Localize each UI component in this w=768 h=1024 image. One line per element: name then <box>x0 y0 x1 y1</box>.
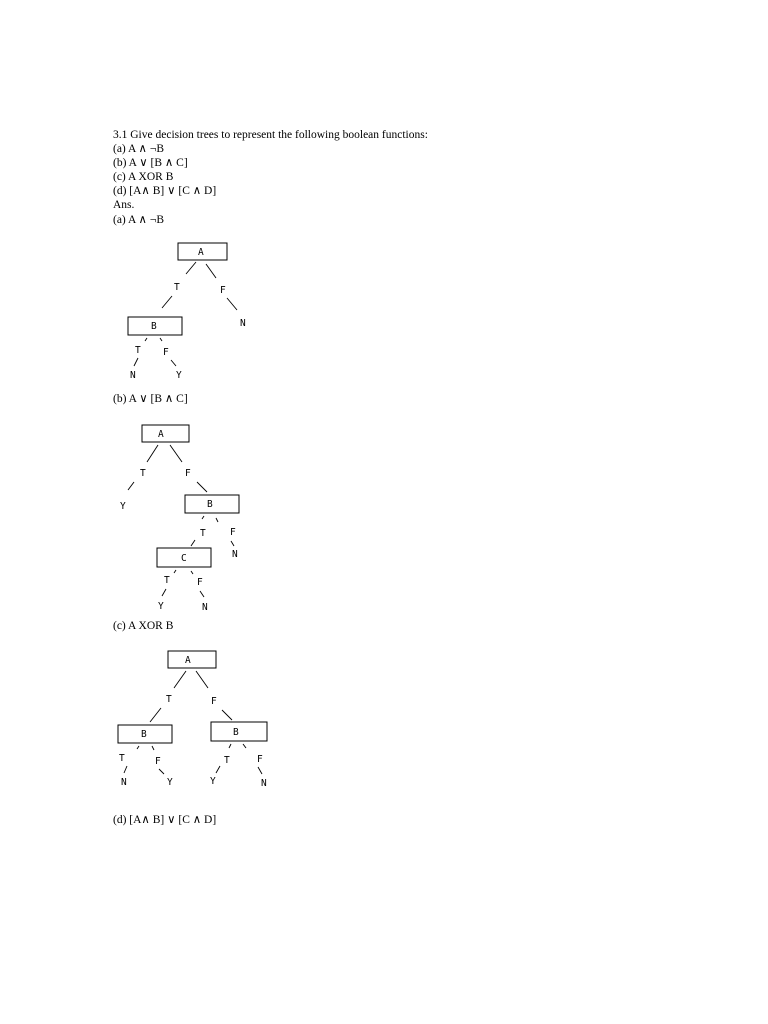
tree-c-right-child-label: B <box>233 727 239 738</box>
tree-b-root-node <box>142 425 189 442</box>
tree-b-false-branch: F <box>185 468 191 479</box>
tree-a-true-branch: T <box>174 282 180 293</box>
tree-c-root-label: A <box>185 655 191 666</box>
tree-b-root-label: A <box>158 429 164 440</box>
decision-tree-c <box>112 646 282 796</box>
tree-a-root-label: A <box>198 247 204 258</box>
tree-c-root-node <box>168 651 216 668</box>
tree-b-true-branch: T <box>140 468 146 479</box>
tree-b-true-leaf: Y <box>120 501 126 512</box>
tree-b-b-false-leaf: N <box>232 549 238 560</box>
tree-b-child-label: B <box>207 499 213 510</box>
tree-c-left-true: T <box>119 753 125 764</box>
tree-b-c-true: T <box>164 575 170 586</box>
tree-a-child-label: B <box>151 321 157 332</box>
tree-c-left-true-leaf: N <box>121 777 127 788</box>
tree-a-child-false-leaf: Y <box>176 370 182 381</box>
tree-c-false-branch: F <box>211 696 217 707</box>
question-item-c: (c) A XOR B <box>113 171 174 183</box>
answer-c-heading: (c) A XOR B <box>113 620 174 632</box>
decision-tree-a <box>118 238 268 388</box>
tree-b-b-false: F <box>230 527 236 538</box>
tree-c-true-branch: T <box>166 694 172 705</box>
decision-tree-b <box>112 420 252 615</box>
tree-c-left-false: F <box>155 756 161 767</box>
tree-c-left-child-label: B <box>141 729 147 740</box>
tree-b-c-false: F <box>197 577 203 588</box>
tree-b-c-false-leaf: N <box>202 602 208 613</box>
tree-a-child-false: F <box>163 347 169 358</box>
answer-d-heading: (d) [A∧ B] ∨ [C ∧ D] <box>113 814 217 826</box>
tree-a-child-true: T <box>135 345 141 356</box>
question-item-d: (d) [A∧ B] ∨ [C ∧ D] <box>113 185 217 197</box>
tree-b-grandchild-label: C <box>181 553 187 564</box>
tree-c-right-false-leaf: N <box>261 778 267 789</box>
tree-c-right-false: F <box>257 754 263 765</box>
tree-b-b-true: T <box>200 528 206 539</box>
tree-a-child-true-leaf: N <box>130 370 136 381</box>
tree-a-false-leaf: N <box>240 318 246 329</box>
answer-b-heading: (b) A ∨ [B ∧ C] <box>113 393 188 405</box>
tree-b-c-true-leaf: Y <box>158 601 164 612</box>
answer-label: Ans. <box>113 199 135 211</box>
tree-c-left-false-leaf: Y <box>167 777 173 788</box>
answer-a-heading: (a) A ∧ ¬B <box>113 214 164 226</box>
question-item-b: (b) A ∨ [B ∧ C] <box>113 157 188 169</box>
tree-a-false-branch: F <box>220 285 226 296</box>
question-item-a: (a) A ∧ ¬B <box>113 143 164 155</box>
tree-c-right-true: T <box>224 755 230 766</box>
tree-c-right-true-leaf: Y <box>210 776 216 787</box>
tree-c-right-child-node <box>211 722 267 741</box>
question-title: 3.1 Give decision trees to represent the following boolean functions: <box>113 129 428 141</box>
